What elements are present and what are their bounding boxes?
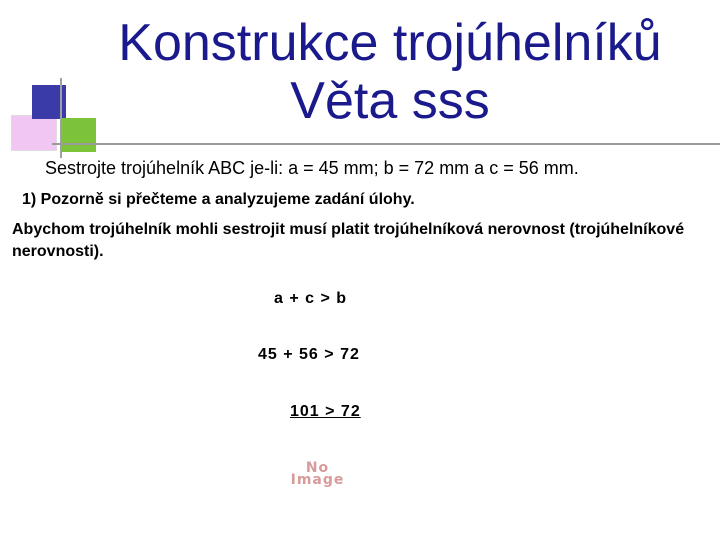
slide-title — [60, 14, 720, 130]
title-underline — [52, 143, 720, 145]
no-image-line-1: No — [305, 460, 330, 476]
no-image-placeholder — [270, 462, 365, 490]
inequality-result: 101 > 72 — [290, 403, 361, 420]
decor-square-pink — [11, 115, 57, 151]
title-line-1: Konstrukce trojúhelníků — [118, 14, 662, 72]
explanation-paragraph: Abychom trojúhelník mohli sestrojit musí platit trojúhelníková nerovnost (trojúhelníkové nerovnosti). — [12, 221, 685, 260]
inequality-symbolic: a + c > b — [274, 290, 348, 307]
inequality-substituted: 45 + 56 > 72 — [258, 346, 360, 363]
title-line-2: Věta sss — [290, 72, 490, 130]
step-1: 1) Pozorně si přečteme a analyzujeme zadání úlohy. — [22, 191, 415, 208]
task-statement: Sestrojte trojúhelník ABC je-li: a = 45 mm; b = 72 mm a c = 56 mm. — [45, 158, 579, 178]
no-image-line-2: Image — [290, 472, 345, 488]
